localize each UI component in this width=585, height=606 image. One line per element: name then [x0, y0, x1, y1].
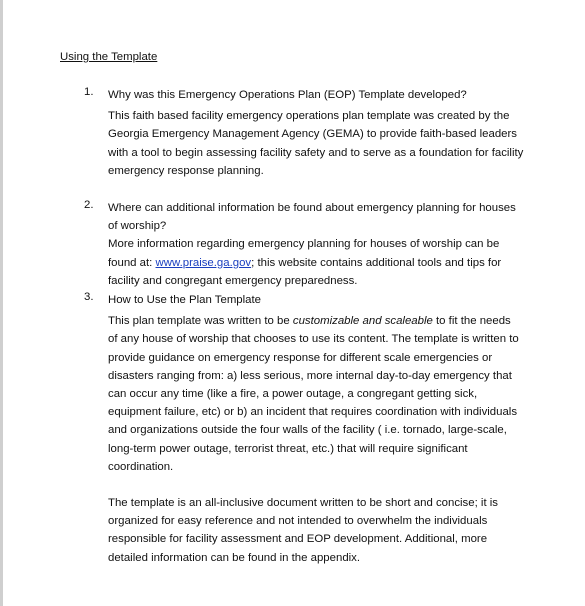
list-item-body [108, 86, 524, 180]
list-item-body [108, 199, 518, 290]
list-item-question: How to Use the Plan Template [108, 294, 262, 306]
praise-website-link[interactable]: www.praise.ga.gov [155, 256, 252, 269]
answer-text: More information regarding emergency planning for houses of worship can be found at: [108, 238, 500, 269]
page-edge-divider [0, 0, 3, 606]
list-item-question: Where can additional information be found about emergency planning for houses of worship? [108, 202, 516, 233]
list-item-paragraph [108, 312, 520, 476]
list-item-number: 2. [84, 199, 94, 211]
answer-text-continued: ; this website contains additional tools and tips for facility and congregant emergency preparedness. [108, 256, 502, 287]
emphasis-text: customizable and scaleable [292, 315, 433, 328]
list-item-number: 1. [84, 86, 94, 98]
list-item-question: Why was this Emergency Operations Plan (EOP) Template developed? [108, 89, 467, 101]
list-item-body [108, 291, 520, 567]
paragraph-text: This plan template was written to be [108, 315, 290, 328]
section-heading: Using the Template [60, 51, 158, 63]
list-item-answer [108, 235, 518, 290]
paragraph-text-continued: to fit the needs of any house of worship that chooses to use its content. The template is written to provide guidance on emergency response for different scale emergencies or disasters ranging from: a) less serious, more internal day-to-day emergency that can occur any time (like a fire, a power outage, a congregant getting sick, equipment failure, etc) or b) an incident that requires coordination with individuals and organizations outside the four walls of the facility ( i.e. tornado, large-scale, long-term power outage, terrorist threat, etc.) that will require significant coordination. [108, 315, 519, 473]
list-item-answer: This faith based facility emergency operations plan template was created by the Georgia Emergency Management Agency (GEMA) to provide faith-based leaders with a tool to begin assessing facility safety and to serve as a foundation for facility emergency response planning. [108, 110, 524, 177]
list-item-number: 3. [84, 291, 94, 303]
list-item-paragraph: The template is an all-inclusive document written to be short and concise; it is organized for easy reference and not intended to overwhelm the individuals responsible for facility assessment and EOP development. Additional, more detailed information can be found in the appendix. [108, 497, 499, 564]
